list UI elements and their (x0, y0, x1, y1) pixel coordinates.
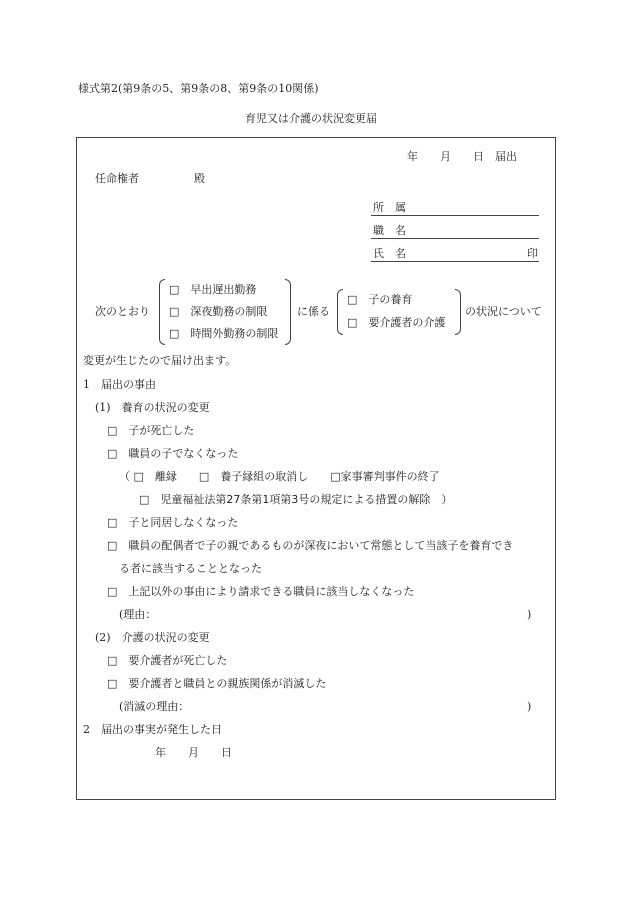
position-label: 職 名 (373, 224, 406, 237)
name-field[interactable] (371, 261, 539, 262)
child-welfare-option[interactable]: □ 児童福祉法第27条第1項第3号の規定による措置の解除 ） (139, 493, 453, 506)
section1-title: 1 届出の事由 (83, 378, 156, 391)
form-number: 様式第2(第9条の5、第9条の8、第9条の10関係) (78, 82, 319, 95)
situations-bracket-left (337, 289, 343, 335)
restriction-overtime[interactable]: □ 時間外勤務の制限 (169, 327, 279, 340)
reason-label: (理由： (119, 608, 157, 621)
seal-label: 印 (527, 247, 538, 260)
kinship-ended-checkbox[interactable]: □ 要介護者と職員との親族関係が消滅した (107, 677, 327, 690)
other-reason-checkbox[interactable]: □ 上記以外の事由により請求できる職員に該当しなくなった (107, 585, 415, 598)
situation-nursing-care[interactable]: □ 要介護者の介護 (347, 316, 446, 329)
situation-childcare[interactable]: □ 子の養育 (347, 293, 413, 306)
child-died-checkbox[interactable]: □ 子が死亡した (107, 424, 195, 437)
sub1-title: (1) 養育の状況の変更 (95, 401, 210, 414)
spouse-caregiver-cont: る者に該当することとなった (119, 562, 262, 575)
form-frame (76, 137, 556, 800)
spouse-caregiver-checkbox[interactable]: □ 職員の配偶者で子の親であるものが深夜において常態として当該子を養育でき (107, 539, 514, 552)
affiliation-field[interactable] (371, 215, 539, 216)
extinction-reason-close: ) (527, 700, 532, 713)
not-cohabiting-checkbox[interactable]: □ 子と同居しなくなった (107, 516, 239, 529)
adoption-options[interactable]: （ □ 離縁 □ 養子縁組の取消し □家事審判事件の終了 (119, 470, 440, 483)
intro-prefix: 次のとおり (95, 305, 150, 318)
not-child-checkbox[interactable]: □ 職員の子でなくなった (107, 447, 239, 460)
occurrence-date[interactable]: 年 月 日 (155, 746, 232, 759)
connector-text: に係る (297, 305, 330, 318)
addressee: 任命権者 殿 (95, 172, 205, 185)
restrictions-bracket-right (285, 279, 291, 345)
extinction-reason-label: (消滅の理由： (119, 700, 190, 713)
situations-bracket-right (455, 289, 461, 335)
position-field[interactable] (371, 238, 539, 239)
restriction-early-late[interactable]: □ 早出遅出勤務 (169, 283, 257, 296)
submission-date[interactable]: 年 月 日 届出 (407, 150, 517, 163)
affiliation-label: 所 属 (373, 201, 406, 214)
restrictions-bracket-left (159, 279, 165, 345)
section2-title: 2 届出の事実が発生した日 (83, 723, 222, 736)
intro-suffix: の状況について (465, 305, 542, 318)
name-label: 氏 名 (373, 247, 406, 260)
reason-close: ) (527, 608, 532, 621)
restriction-late-night[interactable]: □ 深夜勤務の制限 (169, 305, 268, 318)
statement: 変更が生じたので届け出ます。 (83, 354, 237, 367)
sub2-title: (2) 介護の状況の変更 (95, 631, 210, 644)
form-title: 育児又は介護の状況変更届 (245, 112, 377, 125)
care-recipient-died-checkbox[interactable]: □ 要介護者が死亡した (107, 654, 228, 667)
